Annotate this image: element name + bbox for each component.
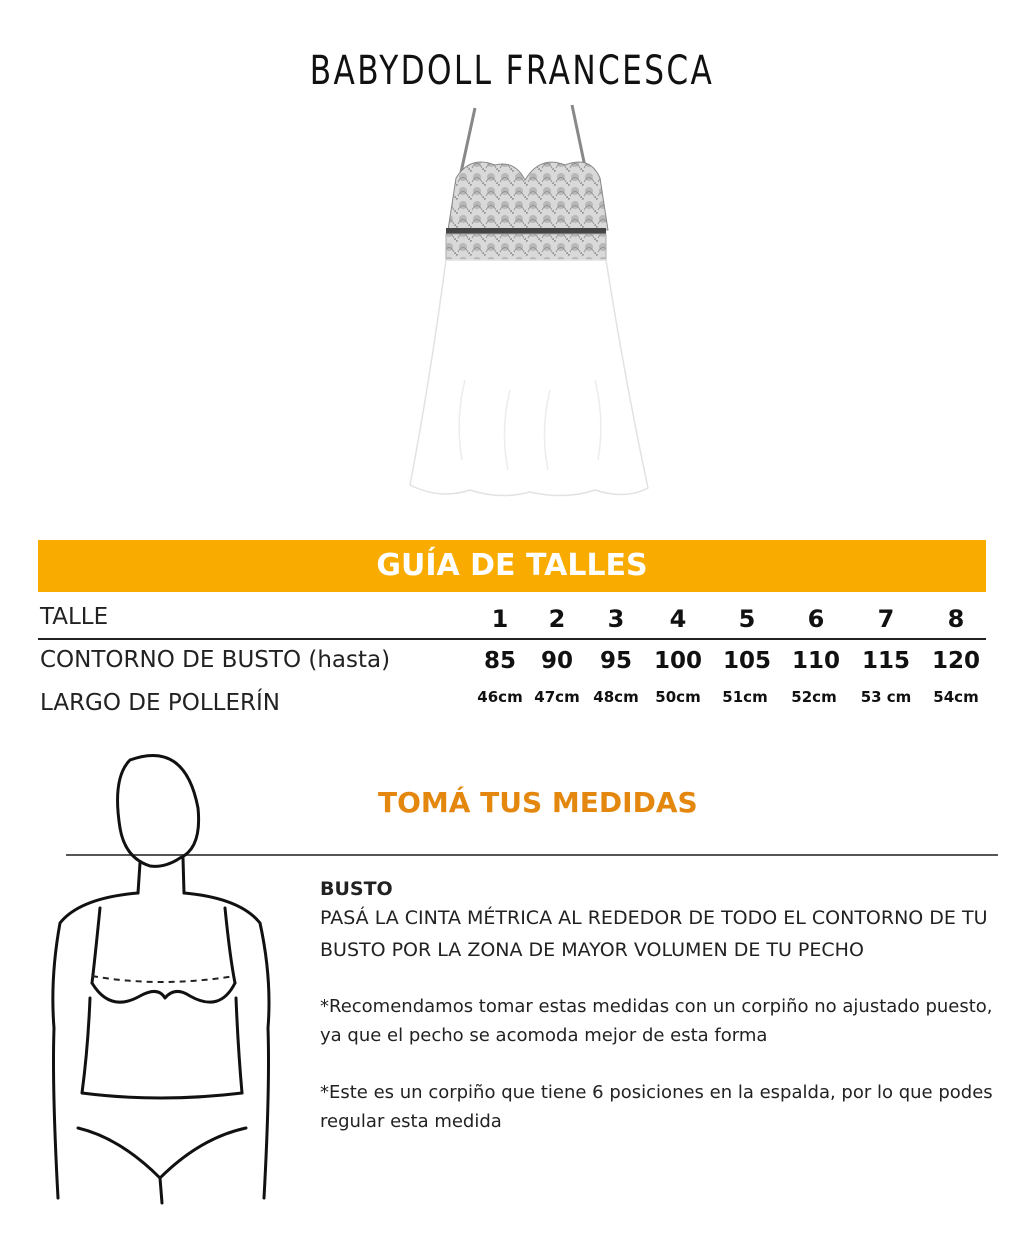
size-cell: 1 (491, 605, 509, 633)
size-cell: 4 (669, 605, 687, 633)
bust-cell: 100 (653, 648, 702, 674)
recommendation-note: *Recomendamos tomar estas medidas con un corpiño no ajustado puesto, ya que el pecho se acomoda mejor de esta forma (320, 996, 993, 1046)
product-title: BABYDOLL FRANCESCA (309, 48, 715, 94)
bust-heading: BUSTO (320, 878, 393, 900)
size-cell: 6 (807, 605, 825, 633)
bust-cell: 95 (599, 648, 632, 674)
adjustment-note: *Este es un corpiño que tiene 6 posiciones en la espalda, por lo que podes regular esta medida (320, 1082, 993, 1132)
length-row-label: LARGO DE POLLERÍN (40, 690, 280, 716)
bust-cell: 110 (791, 648, 840, 674)
length-cell: 52cm (791, 688, 837, 706)
size-cell: 3 (607, 605, 625, 633)
bust-cell: 85 (483, 648, 516, 674)
bust-row-label: CONTORNO DE BUSTO (hasta) (40, 647, 391, 673)
measure-title: TOMÁ TUS MEDIDAS (378, 786, 698, 819)
instructions-block (320, 876, 1010, 1136)
size-cell: 5 (738, 605, 756, 633)
body-figure-icon (40, 748, 300, 1208)
length-cell: 46cm (477, 688, 523, 706)
length-cell: 47cm (534, 688, 580, 706)
length-cell: 51cm (722, 688, 768, 706)
size-cell: 2 (548, 605, 566, 633)
table-divider (38, 638, 986, 640)
size-cell: 7 (877, 605, 895, 633)
size-row-label: TALLE (40, 604, 109, 630)
size-guide-title: GUÍA DE TALLES (376, 548, 648, 583)
bust-instructions: PASÁ LA CINTA MÉTRICA AL REDEDOR DE TODO EL CONTORNO DE TU BUSTO POR LA ZONA DE MAYOR VOLUMEN DE TU PECHO (320, 907, 988, 961)
size-guide-banner (38, 540, 986, 592)
length-cell: 50cm (655, 688, 701, 706)
length-cell: 54cm (933, 688, 979, 706)
bust-cell: 105 (722, 648, 771, 674)
bust-cell: 120 (931, 648, 980, 674)
babydoll-illustration-icon (400, 100, 660, 500)
bust-cell: 90 (540, 648, 573, 674)
length-cell: 48cm (593, 688, 639, 706)
size-cell: 8 (947, 605, 965, 633)
bust-cell: 115 (861, 648, 910, 674)
length-cell: 53 cm (860, 688, 912, 706)
